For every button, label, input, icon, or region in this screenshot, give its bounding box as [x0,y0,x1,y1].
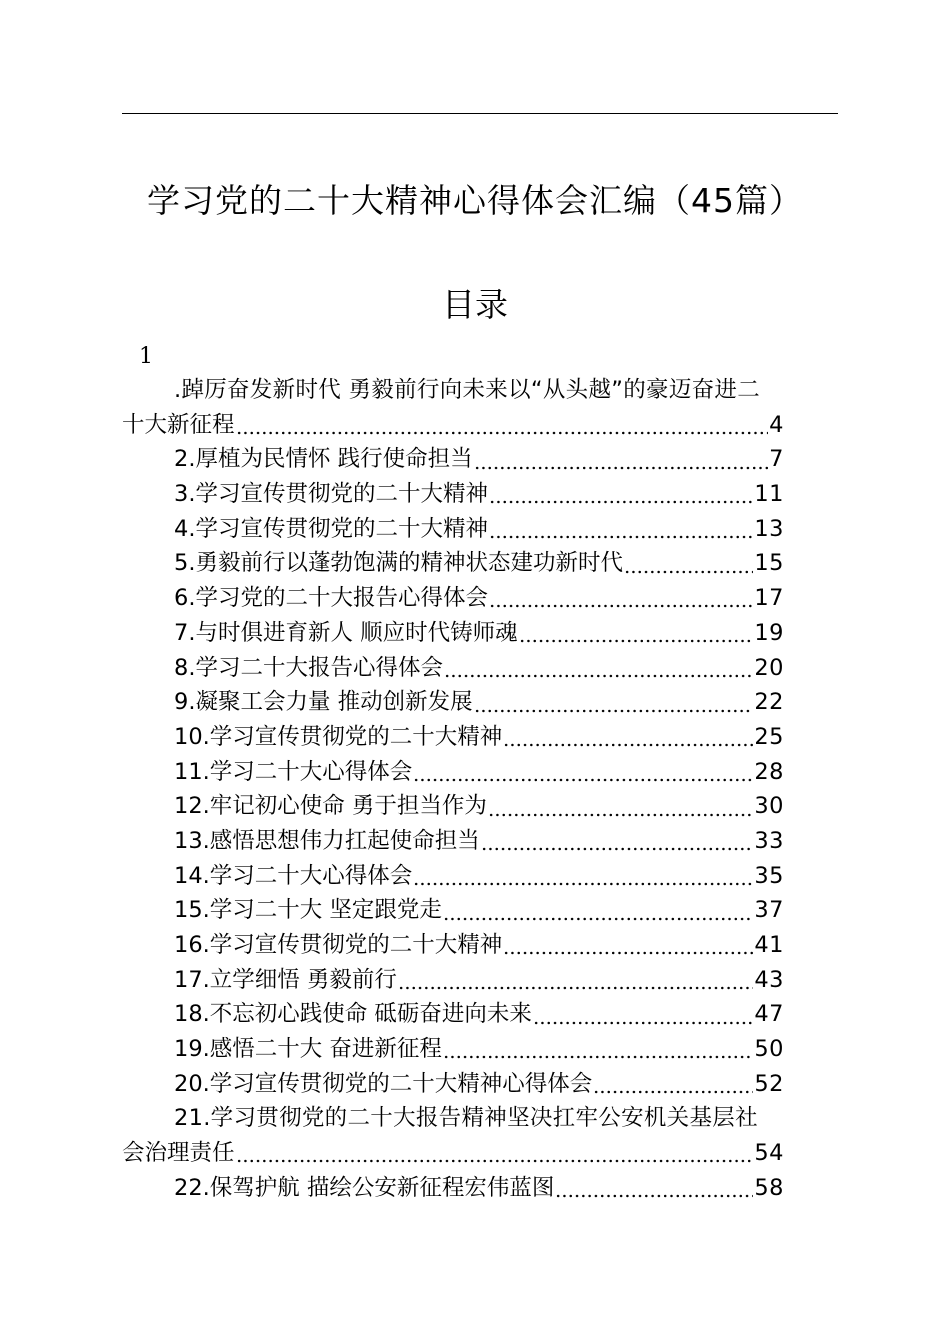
toc-entry-page: 58 [754,1174,784,1201]
toc-entry-page: 15 [754,550,784,577]
toc-entry-page: 33 [754,827,784,854]
toc-entry-page: 25 [754,723,784,750]
toc-entry-17[interactable] [122,963,838,998]
toc-entry-18[interactable] [122,997,838,1032]
toc-entry-page: 41 [754,932,784,958]
toc-entry-page: 22 [754,689,784,716]
toc-entry-page: 54 [754,1140,784,1167]
toc-entry-2[interactable] [122,442,838,477]
dot-leader [593,1089,753,1095]
toc-entry-title: 22.保驾护航 描绘公安新征程宏伟蓝图 [174,1174,555,1201]
dot-leader [481,846,754,852]
toc-entry-title: 9.凝聚工会力量 推动创新发展 [174,689,473,716]
toc-entry-title: 十大新征程 [122,411,235,438]
toc-entry-title: 7.与时俱进育新人 顺应时代铸师魂 [174,619,518,646]
toc-entry-title: 2.厚植为民情怀 践行使命担当 [174,446,473,473]
toc-entry-15[interactable] [122,893,838,928]
dot-leader [489,499,753,505]
dot-leader [503,742,753,748]
toc-entry-page: 35 [754,862,784,889]
toc-entry-5[interactable] [122,546,838,581]
toc-entry-8[interactable] [122,651,838,686]
toc-entry-title: 4.学习宣传贯彻党的二十大精神 [174,515,488,542]
dot-leader [474,465,769,471]
toc-entry-1-line2[interactable] [122,408,838,443]
dot-leader [443,916,753,922]
toc-entry-21-line1[interactable]: 21.学习贯彻党的二十大报告精神坚决扛牢公安机关基层社 [174,1105,758,1132]
toc-entry-page: 19 [754,619,784,646]
toc-entry-10[interactable] [122,720,838,755]
toc-entry-page: 37 [754,897,784,924]
toc-entry-20[interactable] [122,1067,838,1102]
dot-leader [444,673,753,679]
dot-leader [519,638,754,644]
dot-leader [489,603,753,609]
toc-entry-13[interactable] [122,824,838,859]
toc-entry-title: 13.感悟思想伟力扛起使命担当 [174,827,480,854]
dot-leader [533,1020,753,1026]
toc-entry-11[interactable] [122,755,838,790]
toc-entry-title: 5.勇毅前行以蓬勃饱满的精神状态建功新时代 [174,550,623,577]
list-marker: 1 [139,344,153,369]
toc-entry-16[interactable] [122,928,838,963]
toc-entry-page: 11 [754,481,784,508]
dot-leader [236,1158,754,1164]
toc-entry-page: 28 [754,758,784,785]
toc-entry-12[interactable] [122,789,838,824]
toc-entry-14[interactable] [122,859,838,894]
dot-leader [474,708,754,714]
dot-leader [398,985,753,991]
toc-entry-21-line2[interactable] [122,1136,838,1171]
dot-leader [488,812,753,818]
toc-entry-page: 47 [754,1001,784,1028]
toc-entry-title: 18.不忘初心践使命 砥砺奋进向未来 [174,1001,532,1028]
toc-entry-9[interactable] [122,685,838,720]
toc-entry-title: 15.学习二十大 坚定跟党走 [174,897,442,924]
dot-leader [443,1054,753,1060]
header-rule [122,113,838,114]
toc-entry-19[interactable] [122,1032,838,1067]
dot-leader [413,777,753,783]
dot-leader [555,1193,753,1199]
toc-entry-title: 3.学习宣传贯彻党的二十大精神 [174,481,488,508]
toc-entry-title: 20.学习宣传贯彻党的二十大精神心得体会 [174,1070,593,1097]
toc-entry-title: 10.学习宣传贯彻党的二十大精神 [174,723,503,750]
toc-entry-title: 12.牢记初心使命 勇于担当作为 [174,793,487,820]
toc-entry-title: 17.立学细悟 勇毅前行 [174,966,397,993]
dot-leader [489,534,753,540]
toc-entry-page: 4 [769,411,784,438]
toc-entry-6[interactable] [122,581,838,616]
dot-leader [624,569,753,575]
toc-entry-title: 会治理责任 [122,1140,235,1167]
toc-entry-page: 52 [754,1070,784,1097]
toc-entry-page: 43 [754,966,784,993]
toc-entry-1-line1[interactable]: .踔厉奋发新时代 勇毅前行向未来以“从头越”的豪迈奋进二 [174,377,761,403]
toc-entry-page: 20 [754,654,784,681]
toc-entry-3[interactable] [122,477,838,512]
document-title: 学习党的二十大精神心得体会汇编（45篇） [147,181,803,220]
toc-entry-page: 30 [754,793,784,820]
toc-entry-title: 6.学习党的二十大报告心得体会 [174,585,488,612]
toc-entry-page: 50 [754,1036,784,1063]
toc-entry-7[interactable] [122,616,838,651]
toc-entry-title: 11.学习二十大心得体会 [174,758,413,785]
table-of-contents [122,373,838,1206]
toc-entry-title: 8.学习二十大报告心得体会 [174,654,443,681]
toc-entry-title: 14.学习二十大心得体会 [174,862,413,889]
toc-heading: 目录 [442,285,508,324]
dot-leader [236,430,769,436]
toc-entry-title: 19.感悟二十大 奋进新征程 [174,1036,442,1063]
toc-entry-22[interactable] [122,1171,838,1206]
toc-entry-page: 7 [769,446,784,473]
toc-entry-4[interactable] [122,512,838,547]
dot-leader [413,881,753,887]
dot-leader [503,950,753,956]
toc-entry-page: 17 [754,585,784,612]
toc-entry-title: 16.学习宣传贯彻党的二十大精神 [174,932,503,958]
toc-entry-page: 13 [754,515,784,542]
